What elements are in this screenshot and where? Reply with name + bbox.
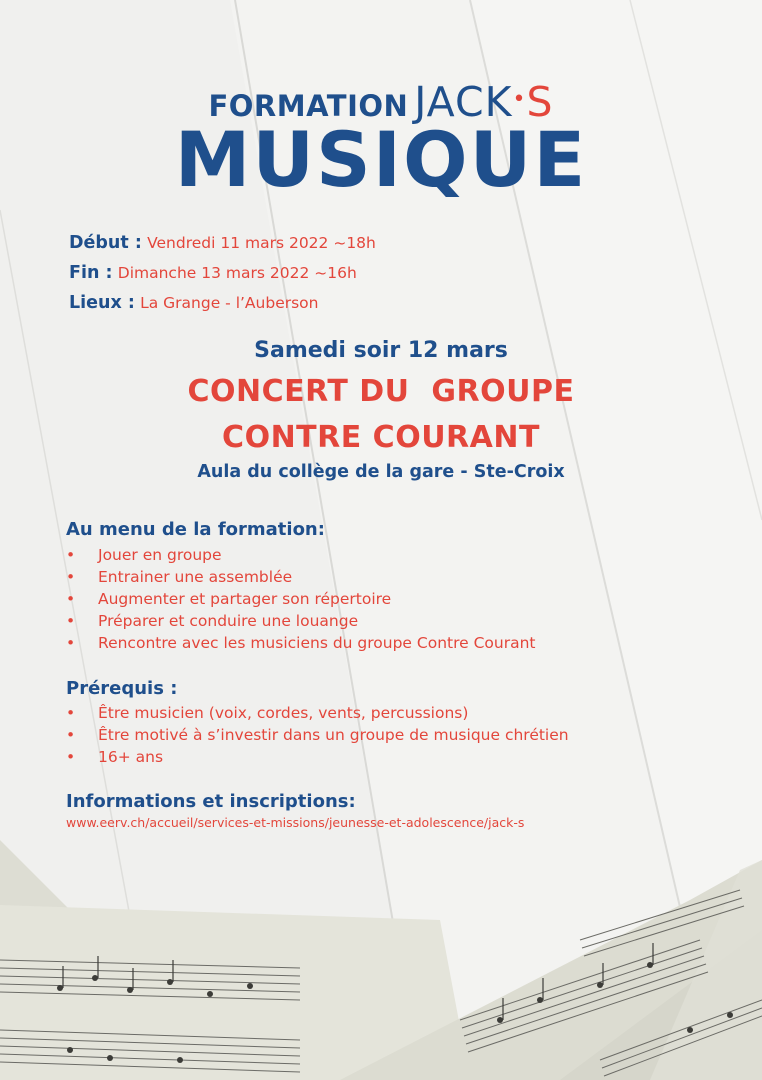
start-value: Vendredi 11 mars 2022 ~18h — [147, 234, 376, 252]
list-item — [66, 632, 536, 654]
bullet-icon: • — [66, 748, 76, 766]
menu-title: Au menu de la formation: — [66, 519, 325, 540]
concert-title-line2: CONTRE COURANT — [222, 420, 540, 455]
list-item-text: 16+ ans — [98, 748, 164, 766]
list-item — [66, 702, 569, 724]
list-item — [66, 724, 569, 746]
list-item — [66, 566, 536, 588]
list-item — [66, 544, 536, 566]
bullet-icon: • — [66, 704, 76, 722]
concert-place: Aula du collège de la gare - Ste-Croix — [197, 462, 565, 482]
list-item — [66, 746, 569, 768]
list-item-text: Augmenter et partager son répertoire — [98, 590, 392, 608]
start-label: Début : — [69, 233, 142, 253]
formation-label: FORMATION — [208, 89, 409, 123]
start-row — [69, 228, 376, 258]
bullet-icon: • — [66, 634, 76, 652]
place-row — [69, 288, 376, 318]
bullet-icon: • — [66, 568, 76, 586]
bullet-icon: • — [66, 612, 76, 630]
brand-logo-main: JACK — [414, 78, 513, 126]
list-item-text: Rencontre avec les musiciens du groupe Contre Courant — [98, 634, 536, 652]
bullet-icon: • — [66, 546, 76, 564]
concert-date: Samedi soir 12 mars — [254, 338, 508, 363]
list-item-text: Être motivé à s’investir dans un groupe de musique chrétien — [98, 726, 569, 744]
menu-list — [66, 544, 536, 654]
brand-logo-dot: • — [512, 87, 527, 112]
concert-title-line1: CONCERT DU GROUPE — [187, 374, 575, 409]
contact-title: Informations et inscriptions: — [66, 791, 356, 812]
list-item-text: Préparer et conduire une louange — [98, 612, 359, 630]
prereq-list — [66, 702, 569, 768]
list-item-text: Entrainer une assemblée — [98, 568, 293, 586]
list-item — [66, 610, 536, 632]
place-value: La Grange - l’Auberson — [140, 294, 319, 312]
list-item-text: Jouer en groupe — [98, 546, 222, 564]
prereq-title: Prérequis : — [66, 678, 178, 699]
bullet-icon: • — [66, 726, 76, 744]
list-item — [66, 588, 536, 610]
place-label: Lieux : — [69, 293, 135, 313]
headline: MUSIQUE — [174, 115, 588, 204]
registration-link[interactable]: www.eerv.ch/accueil/services-et-missions/jeunesse-et-adolescence/jack-s — [66, 815, 525, 830]
end-row — [69, 258, 376, 288]
end-label: Fin : — [69, 263, 113, 283]
event-details — [69, 228, 376, 318]
end-value: Dimanche 13 mars 2022 ~16h — [117, 264, 357, 282]
list-item-text: Être musicien (voix, cordes, vents, percussions) — [98, 704, 469, 722]
brand-logo-end: S — [526, 78, 554, 126]
bullet-icon: • — [66, 590, 76, 608]
